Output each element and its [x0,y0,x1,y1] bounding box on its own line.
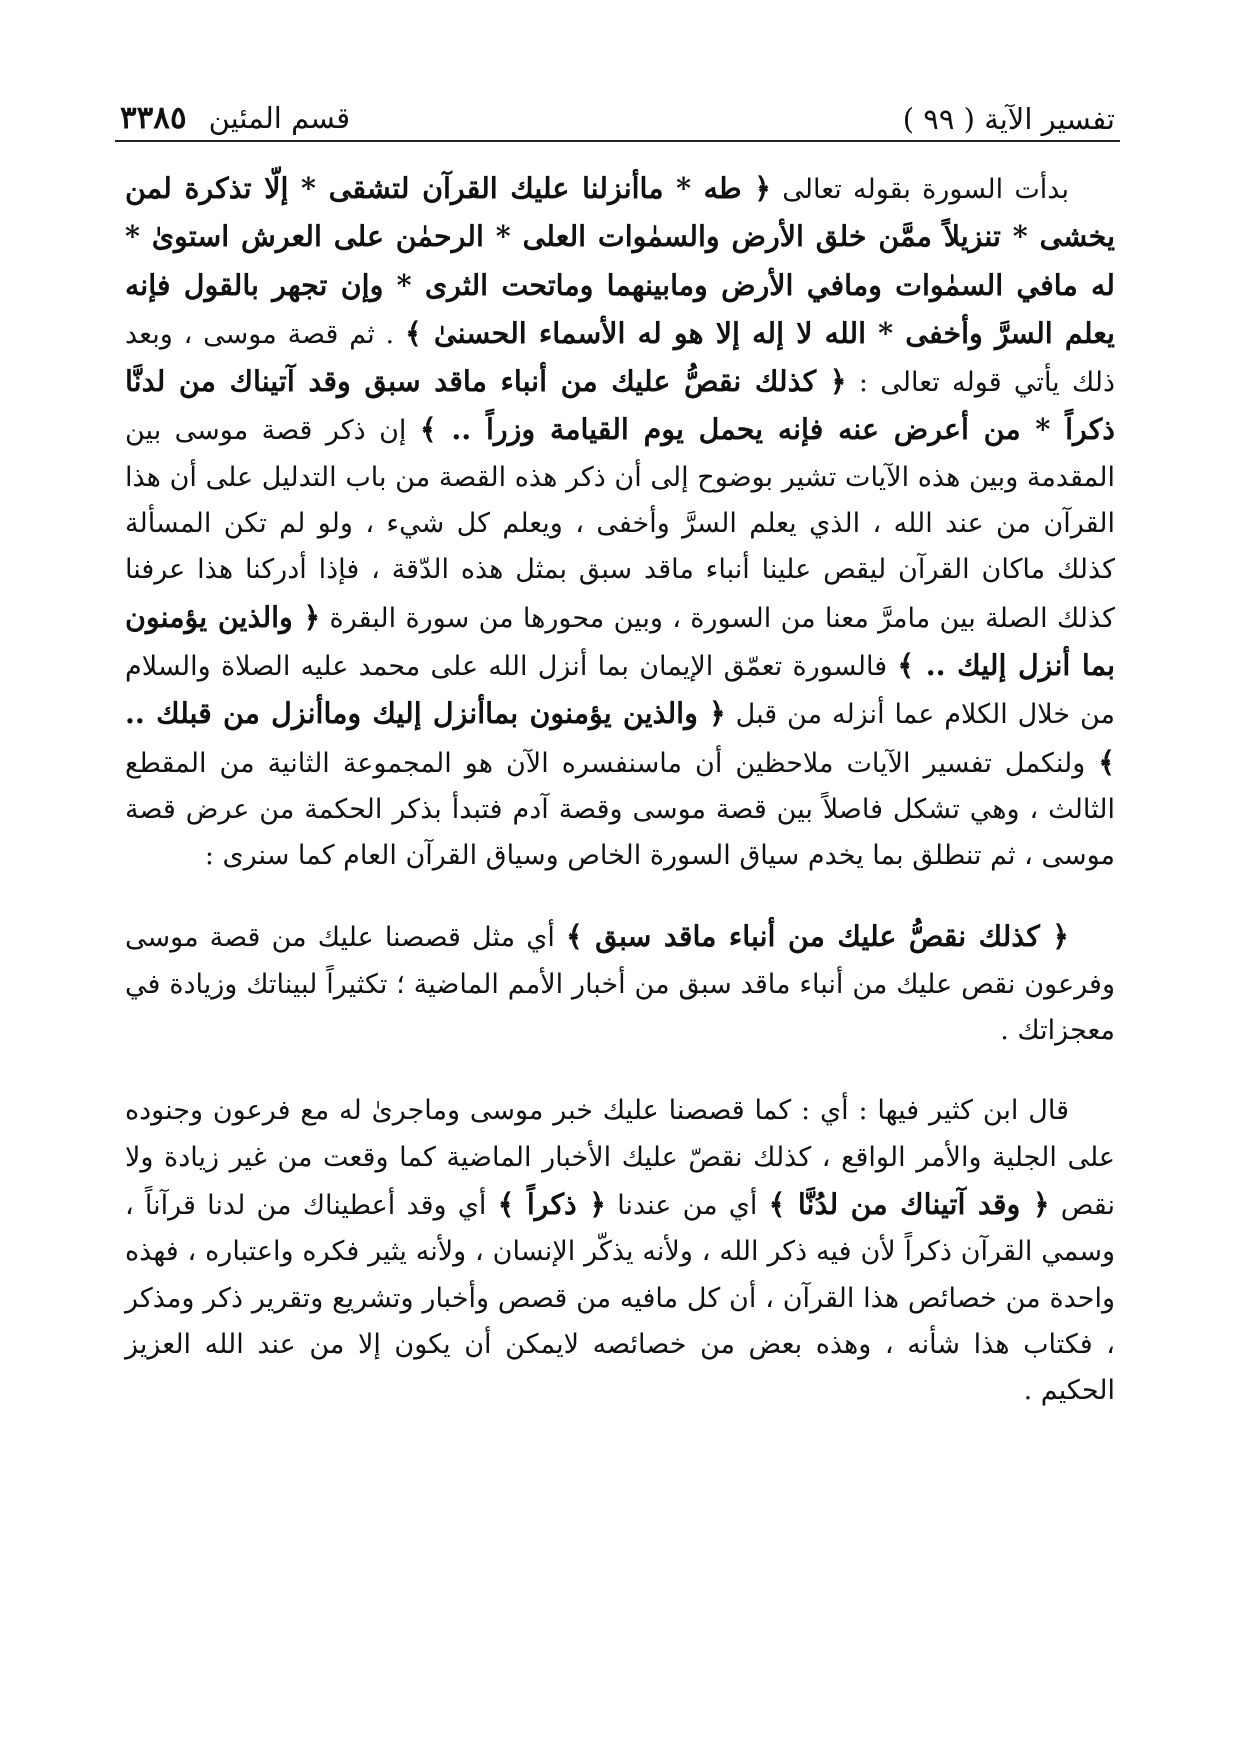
quran-quote: ﴿ كذلك نقصُّ عليك من أنباء ماقد سبق ﴾ [566,919,1069,954]
page-number: ٣٣٨٥ [120,100,187,136]
commentary-text: . ثم قصة موسى ، وبعد ذلك يأتي قوله تعالى : [125,318,1115,399]
header-part-info [120,100,351,136]
quran-quote: ﴿ والذين يؤمنون بما أنزل إليك .. ﴾ [125,599,1116,682]
part-name: قسم المئين [208,101,351,135]
commentary-text: بدأت السورة بقوله تعالى [770,174,1069,205]
commentary-text: ولنكمل تفسير الآيات ملاحظين أن ماسنفسره الآن هو المجموعة الثانية من المقطع الثالث ، وهي تشكل فاصلاً بين قصة موسى وقصة آدم فتبدأ بذكر الحكمة من عرض قصة موسى ، ثم تنطلق بما يخدم سياق السورة الخاص وسياق القرآن العام كما سنرى : [125,747,1115,872]
commentary-text: فالسورة تعمّق الإيمان بما أنزل الله على محمد عليه الصلاة والسلام من خلال الكلام عما أنزله من قبل [125,650,1115,731]
quran-quote: ﴿ كذلك نقصُّ عليك من أنباء ماقد سبق وقد آتيناك من لدنَّا ذكراً * من أعرض عنه فإنه يحمل يوم القيامة وزراً .. ﴾ [125,364,1115,447]
body-text [125,165,1115,1414]
header-divider [115,140,1120,142]
commentary-text: إن ذكر قصة موسى بين المقدمة وبين هذه الآيات تشير بوضوح إلى أن ذكر هذه القصة من باب التدليل على أن هذا القرآن من عند الله ، الذي يعلم السرَّ وأخفى ، ويعلم كل شيء ، ولو لم تكن المسألة كذلك ماكان القرآن ليقص علينا أنباء ماقد سبق بمثل هذه الدّقة ، فإذا أدركنا هذا عرفنا كذلك الصلة بين مامرَّ معنا من السورة ، وبين محورها من سورة البقرة [125,415,1116,634]
quran-quote: ﴿ ذكراً ﴾ [497,1186,606,1221]
commentary-text: أي مثل قصصنا عليك من قصة موسى وفرعون نقص عليك من أنباء ماقد سبق من أخبار الأمم الماضية ؛ تكثيراً لبيناتك وزيادة في معجزاتك . [125,922,1115,1047]
quran-quote: ﴿ وقد آتيناك من لدُنَّا ﴾ [768,1186,1050,1221]
commentary-text: قال ابن كثير فيها : أي : كما قصصنا عليك خبر موسى وماجرىٰ له مع فرعون وجنوده على الجلية والأمر الواقع ، كذلك نقصّ عليك الأخبار الماضية كما وقعت من غير زيادة ولا نقص [125,1095,1115,1221]
page-header [120,88,1115,134]
verse-reference: ( ٩٩ ) [902,102,975,136]
quran-quote: ﴿ والذين يؤمنون بماأنزل إليك وماأنزل من قبلك .. ﴾ [125,696,1115,779]
paragraph-ibn-kathir [125,1088,1115,1414]
commentary-text: أي وقد أعطيناك من لدنا قرآناً ، وسمي القرآن ذكراً لأن فيه ذكر الله ، ولأنه يذكّر الإنسان ، ولأنه يثير فكره واعتباره ، فهذه واحدة من خصائص هذا القرآن ، أن كل مافيه من قصص وأخبار وتشريع وتقرير ذكر ومذكر ، فكتاب هذا شأنه ، وهذه بعض من خصائصه لايمكن أن يكون إلا من عند الله العزيز الحكيم . [125,1189,1115,1407]
header-section-title [902,102,1115,136]
section-title: تفسير الآية [984,102,1115,136]
paragraph-verse-commentary [125,913,1115,1054]
commentary-text: أي من عندنا [606,1189,769,1221]
paragraph-intro [125,165,1115,879]
quran-quote: ﴿ طه * ماأنزلنا عليك القرآن لتشقى * إلّا تذكرة لمن يخشى * تنزيلاً ممَّن خلق الأرض والسمٰوات العلى * الرحمٰن على العرش استوىٰ * له مافي السمٰوات ومافي الأرض ومابينهما وماتحت الثرى * وإن تجهر بالقول فإنه يعلم السرَّ وأخفى * الله لا إله إلا هو له الأسماء الحسنىٰ ﴾ [125,171,1115,350]
